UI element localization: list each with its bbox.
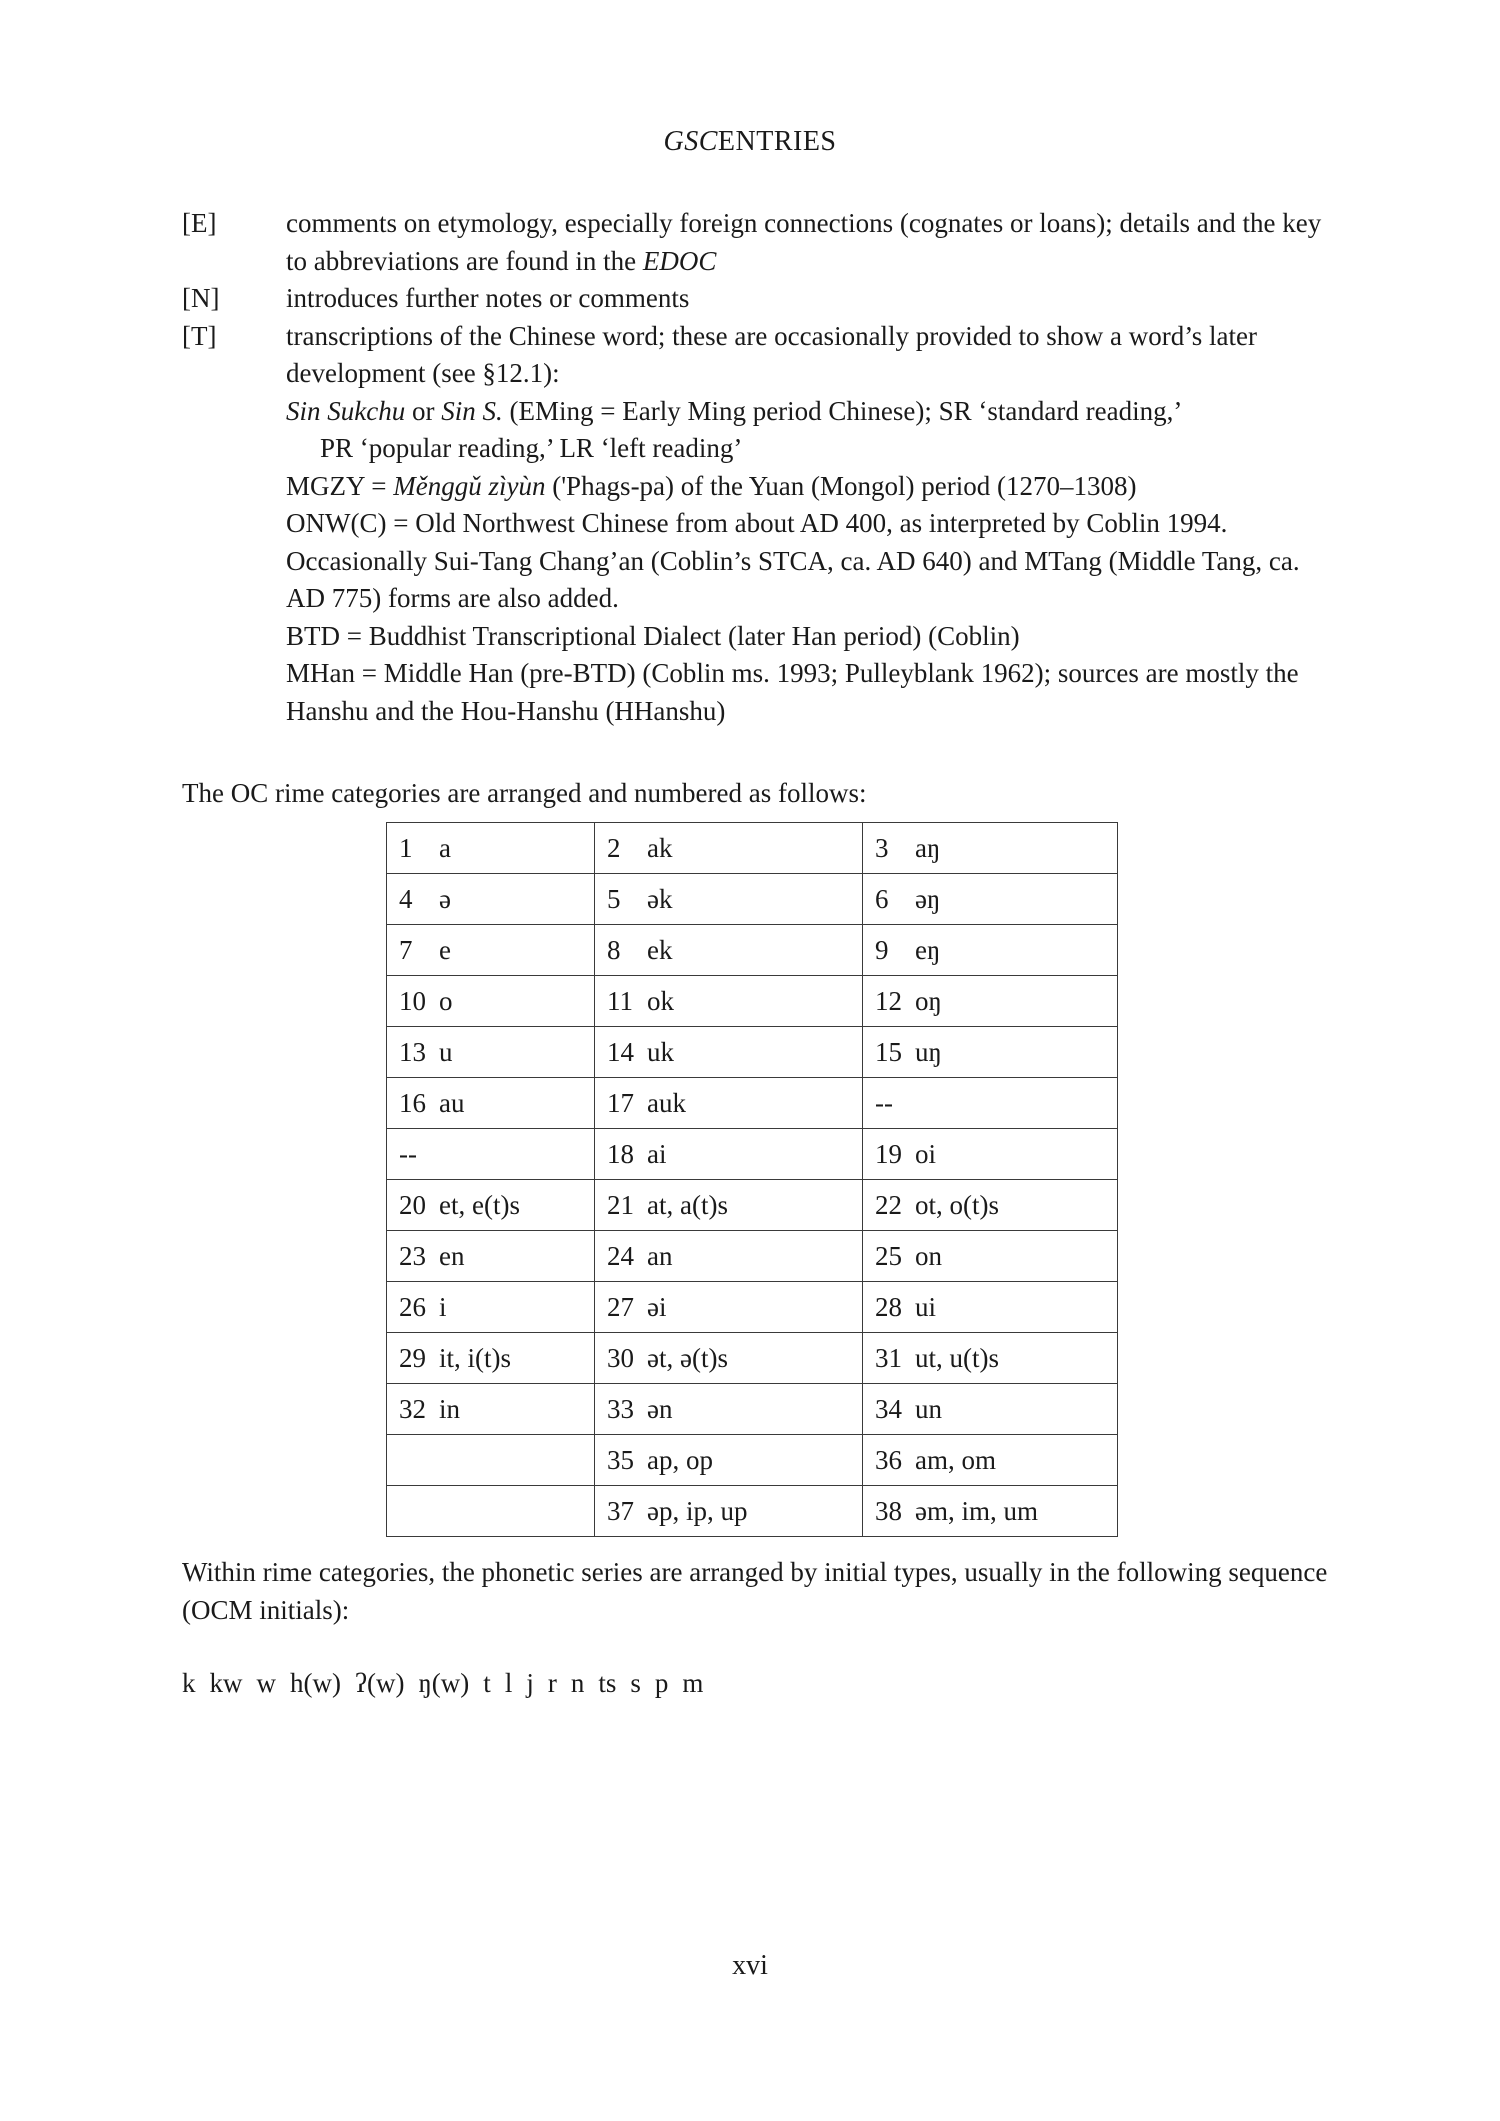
rime-cell [387, 823, 595, 874]
rime-number: 16 [399, 1088, 426, 1118]
rime-cell [863, 1231, 1118, 1282]
rime-number: 6 [875, 884, 889, 914]
rime-value: ot, o(t)s [915, 1190, 999, 1220]
table-row [387, 1384, 1118, 1435]
rime-cell [595, 823, 863, 874]
rime-value: o [439, 986, 453, 1016]
rime-number: 11 [607, 986, 633, 1016]
rime-value: et, e(t)s [439, 1190, 520, 1220]
rime-cell [387, 1180, 595, 1231]
initial-item: ŋ(w) [418, 1668, 470, 1698]
rime-number: 17 [607, 1088, 634, 1118]
rime-cell [387, 925, 595, 976]
text-run: ('Phags-pa) of the Yuan (Mongol) period (1270–1308) [545, 470, 1137, 501]
rime-cell [863, 1384, 1118, 1435]
table-row [387, 1231, 1118, 1282]
rime-value: uŋ [915, 1037, 942, 1067]
rime-cell [387, 1078, 595, 1129]
rime-number: 7 [399, 935, 413, 965]
definition-row [182, 280, 1332, 318]
rime-cell [595, 1282, 863, 1333]
rime-number: 37 [607, 1496, 634, 1526]
definition-row [182, 430, 1332, 468]
text-run: MHan = Middle Han (pre-BTD) (Coblin ms. 1993; Pulleyblank 1962); sources are mostly the Hanshu and the Hou-Hanshu (HHanshu) [286, 658, 1299, 726]
rime-number: 30 [607, 1343, 634, 1373]
rime-value: aŋ [915, 833, 941, 863]
rime-number: 35 [607, 1445, 634, 1475]
text-run: transcriptions of the Chinese word; these are occasionally provided to show a word’s later development (see §12.1): [286, 320, 1257, 388]
running-head-rest: ENTRIES [717, 126, 837, 157]
definition-text [286, 393, 1332, 431]
definition-key: [N] [182, 283, 220, 313]
rime-cell [863, 1333, 1118, 1384]
italic-term: EDOC [642, 245, 717, 276]
rime-value: u [439, 1037, 453, 1067]
rime-cell [387, 1231, 595, 1282]
rime-value: əm, im, um [915, 1496, 1038, 1526]
definition-text [286, 318, 1332, 393]
rime-cell [387, 1027, 595, 1078]
rime-value: ok [647, 986, 674, 1016]
rime-cell [863, 1486, 1118, 1537]
table-row [387, 1078, 1118, 1129]
italic-term: Měnggǔ zìyùn [393, 470, 546, 501]
definition-key [182, 468, 286, 506]
initial-item: r [547, 1668, 557, 1698]
italic-term: Sin Sukchu [286, 395, 406, 426]
rime-value: əp, ip, up [647, 1496, 748, 1526]
rime-cell [863, 1027, 1118, 1078]
rime-cell [595, 874, 863, 925]
table-row [387, 1180, 1118, 1231]
rime-value: ət, ə(t)s [647, 1343, 728, 1373]
text-run: (EMing = Early Ming period Chinese); SR ‘standard reading,’ [502, 395, 1183, 426]
definition-text [286, 280, 1332, 318]
initial-item: ʔ(w) [354, 1668, 405, 1698]
rime-value: at, a(t)s [647, 1190, 728, 1220]
initial-item: kw [209, 1668, 243, 1698]
rime-value: it, i(t)s [439, 1343, 511, 1373]
rime-cell [387, 1282, 595, 1333]
rime-number: 22 [875, 1190, 902, 1220]
rime-cell [863, 1282, 1118, 1333]
rime-cell [595, 1384, 863, 1435]
rime-cell [387, 1129, 595, 1180]
rime-number: 34 [875, 1394, 902, 1424]
rime-value: uk [647, 1037, 674, 1067]
text-run: BTD = Buddhist Transcriptional Dialect (later Han period) (Coblin) [286, 620, 1020, 651]
running-head-italic: GSC [663, 126, 718, 157]
rime-cell [595, 1486, 863, 1537]
text-run: MGZY = [286, 470, 394, 501]
rime-number: 15 [875, 1037, 902, 1067]
rime-categories-table [386, 822, 1118, 1537]
rime-cell [595, 1231, 863, 1282]
rime-number: 20 [399, 1190, 426, 1220]
initial-item: w [256, 1668, 276, 1698]
initial-item: t [483, 1668, 491, 1698]
rime-cell [863, 925, 1118, 976]
rime-number: 9 [875, 935, 889, 965]
rime-number: 25 [875, 1241, 902, 1271]
rime-value: un [915, 1394, 942, 1424]
table-row [387, 823, 1118, 874]
rime-number: 27 [607, 1292, 634, 1322]
rime-number: 19 [875, 1139, 902, 1169]
table-row [387, 874, 1118, 925]
rime-value: en [439, 1241, 465, 1271]
table-row [387, 976, 1118, 1027]
text-run: introduces further notes or comments [286, 283, 690, 313]
rime-cell [863, 976, 1118, 1027]
rime-cell [863, 1180, 1118, 1231]
rime-cell [387, 1486, 595, 1537]
rime-number: 31 [875, 1343, 902, 1373]
table-row [387, 1435, 1118, 1486]
initial-item: p [654, 1668, 669, 1698]
rime-cell [863, 1129, 1118, 1180]
definition-row [182, 205, 1332, 280]
definition-key: [T] [182, 320, 217, 351]
rime-value: an [647, 1241, 673, 1271]
table-row [387, 1333, 1118, 1384]
initial-item: j [526, 1668, 534, 1698]
rime-value: oŋ [915, 986, 942, 1016]
rime-value: ən [647, 1394, 673, 1424]
page-number: xvi [732, 1950, 768, 1981]
italic-term: Sin S. [441, 395, 503, 426]
rime-number: -- [875, 1088, 893, 1118]
rime-number: 24 [607, 1241, 634, 1271]
initials-sequence [182, 1665, 1332, 1703]
definition-row [182, 618, 1332, 656]
definition-key [182, 655, 286, 730]
rime-number: 12 [875, 986, 902, 1016]
rime-value: am, om [915, 1445, 996, 1475]
definition-key [182, 618, 286, 656]
rime-cell [595, 1129, 863, 1180]
table-row [387, 1027, 1118, 1078]
rime-value: e [439, 935, 451, 965]
rime-number: 13 [399, 1037, 426, 1067]
rime-number: 4 [399, 884, 413, 914]
rime-number: 32 [399, 1394, 426, 1424]
text-run: PR ‘popular reading,’ LR ‘left reading’ [320, 433, 743, 463]
rime-cell [595, 925, 863, 976]
rime-value: əŋ [915, 884, 941, 914]
rime-number: 33 [607, 1394, 634, 1424]
rime-cell [863, 1435, 1118, 1486]
initial-item: n [570, 1668, 585, 1698]
rime-value: ə [439, 884, 451, 914]
rime-cell [595, 1078, 863, 1129]
rime-value: ai [647, 1139, 667, 1169]
definition-row [182, 468, 1332, 506]
definition-row [182, 655, 1332, 730]
table-row [387, 1486, 1118, 1537]
rime-value: ek [647, 935, 673, 965]
rime-value: ap, op [647, 1445, 713, 1475]
rime-cell [595, 1435, 863, 1486]
text-run: comments on etymology, especially foreign connections (cognates or loans); details and the key to abbreviations are found in the [286, 208, 1322, 276]
rime-number: 3 [875, 833, 889, 863]
rime-cell [863, 823, 1118, 874]
rime-number: 10 [399, 986, 426, 1016]
text-run: ONW(C) = Old Northwest Chinese from about AD 400, as interpreted by Coblin 1994. Occasionally Sui-Tang Chang’an (Coblin’s STCA, ca. AD 640) and MTang (Middle Tang, ca. AD 775) forms are also added. [286, 508, 1300, 613]
rime-value: auk [647, 1088, 686, 1118]
definition-text [286, 430, 1332, 468]
definition-key [182, 393, 286, 431]
rime-number: 26 [399, 1292, 426, 1322]
definition-text [286, 618, 1332, 656]
rime-cell [595, 976, 863, 1027]
definition-key [182, 505, 286, 618]
rime-number: 21 [607, 1190, 634, 1220]
rime-value: a [439, 833, 451, 863]
rime-cell [595, 1180, 863, 1231]
rime-cell [595, 1027, 863, 1078]
rime-number: -- [399, 1139, 417, 1169]
rime-cell [387, 874, 595, 925]
initial-item: ts [598, 1668, 617, 1698]
definition-list [182, 205, 1332, 730]
rime-number: 28 [875, 1292, 902, 1322]
rime-number: 29 [399, 1343, 426, 1373]
rime-cell [863, 1078, 1118, 1129]
rime-value: ut, u(t)s [915, 1343, 999, 1373]
initial-item: l [504, 1668, 513, 1698]
rime-number: 38 [875, 1496, 902, 1526]
rime-cell [387, 976, 595, 1027]
definition-row [182, 505, 1332, 618]
rime-value: au [439, 1088, 465, 1118]
intro-paragraph: The OC rime categories are arranged and numbered as follows: [182, 778, 867, 808]
rime-value: eŋ [915, 935, 941, 965]
rime-cell [387, 1333, 595, 1384]
rime-cell [863, 874, 1118, 925]
rime-number: 2 [607, 833, 621, 863]
rime-number: 36 [875, 1445, 902, 1475]
running-head [0, 126, 1500, 158]
initials-paragraph: Within rime categories, the phonetic series are arranged by initial types, usually in the following sequence (OCM initials): [182, 1557, 1328, 1625]
rime-cell [387, 1435, 595, 1486]
rime-value: i [439, 1292, 447, 1322]
definition-key [182, 430, 286, 468]
rime-cell [387, 1384, 595, 1435]
rime-number: 14 [607, 1037, 634, 1067]
rime-number: 23 [399, 1241, 426, 1271]
definition-row [182, 393, 1332, 431]
definition-key: [E] [182, 208, 217, 238]
initial-item: m [682, 1668, 704, 1698]
rime-number: 18 [607, 1139, 634, 1169]
table-row [387, 1282, 1118, 1333]
definition-text [286, 205, 1332, 280]
rime-value: on [915, 1241, 942, 1271]
rime-number: 1 [399, 833, 413, 863]
table-row [387, 1129, 1118, 1180]
rime-value: ək [647, 884, 673, 914]
table-row [387, 925, 1118, 976]
initial-item: k [182, 1668, 196, 1698]
rime-number: 8 [607, 935, 621, 965]
rime-value: oi [915, 1139, 937, 1169]
rime-value: əi [647, 1292, 667, 1322]
definition-text [286, 655, 1332, 730]
rime-number: 5 [607, 884, 621, 914]
rime-value: ak [647, 833, 673, 863]
initial-item: h(w) [290, 1668, 341, 1698]
rime-cell [595, 1333, 863, 1384]
text-run: or [405, 395, 442, 426]
rime-value: in [439, 1394, 461, 1424]
definition-text [286, 505, 1332, 618]
definition-row [182, 318, 1332, 393]
rime-value: ui [915, 1292, 937, 1322]
definition-text [286, 468, 1332, 506]
initial-item: s [630, 1668, 641, 1698]
